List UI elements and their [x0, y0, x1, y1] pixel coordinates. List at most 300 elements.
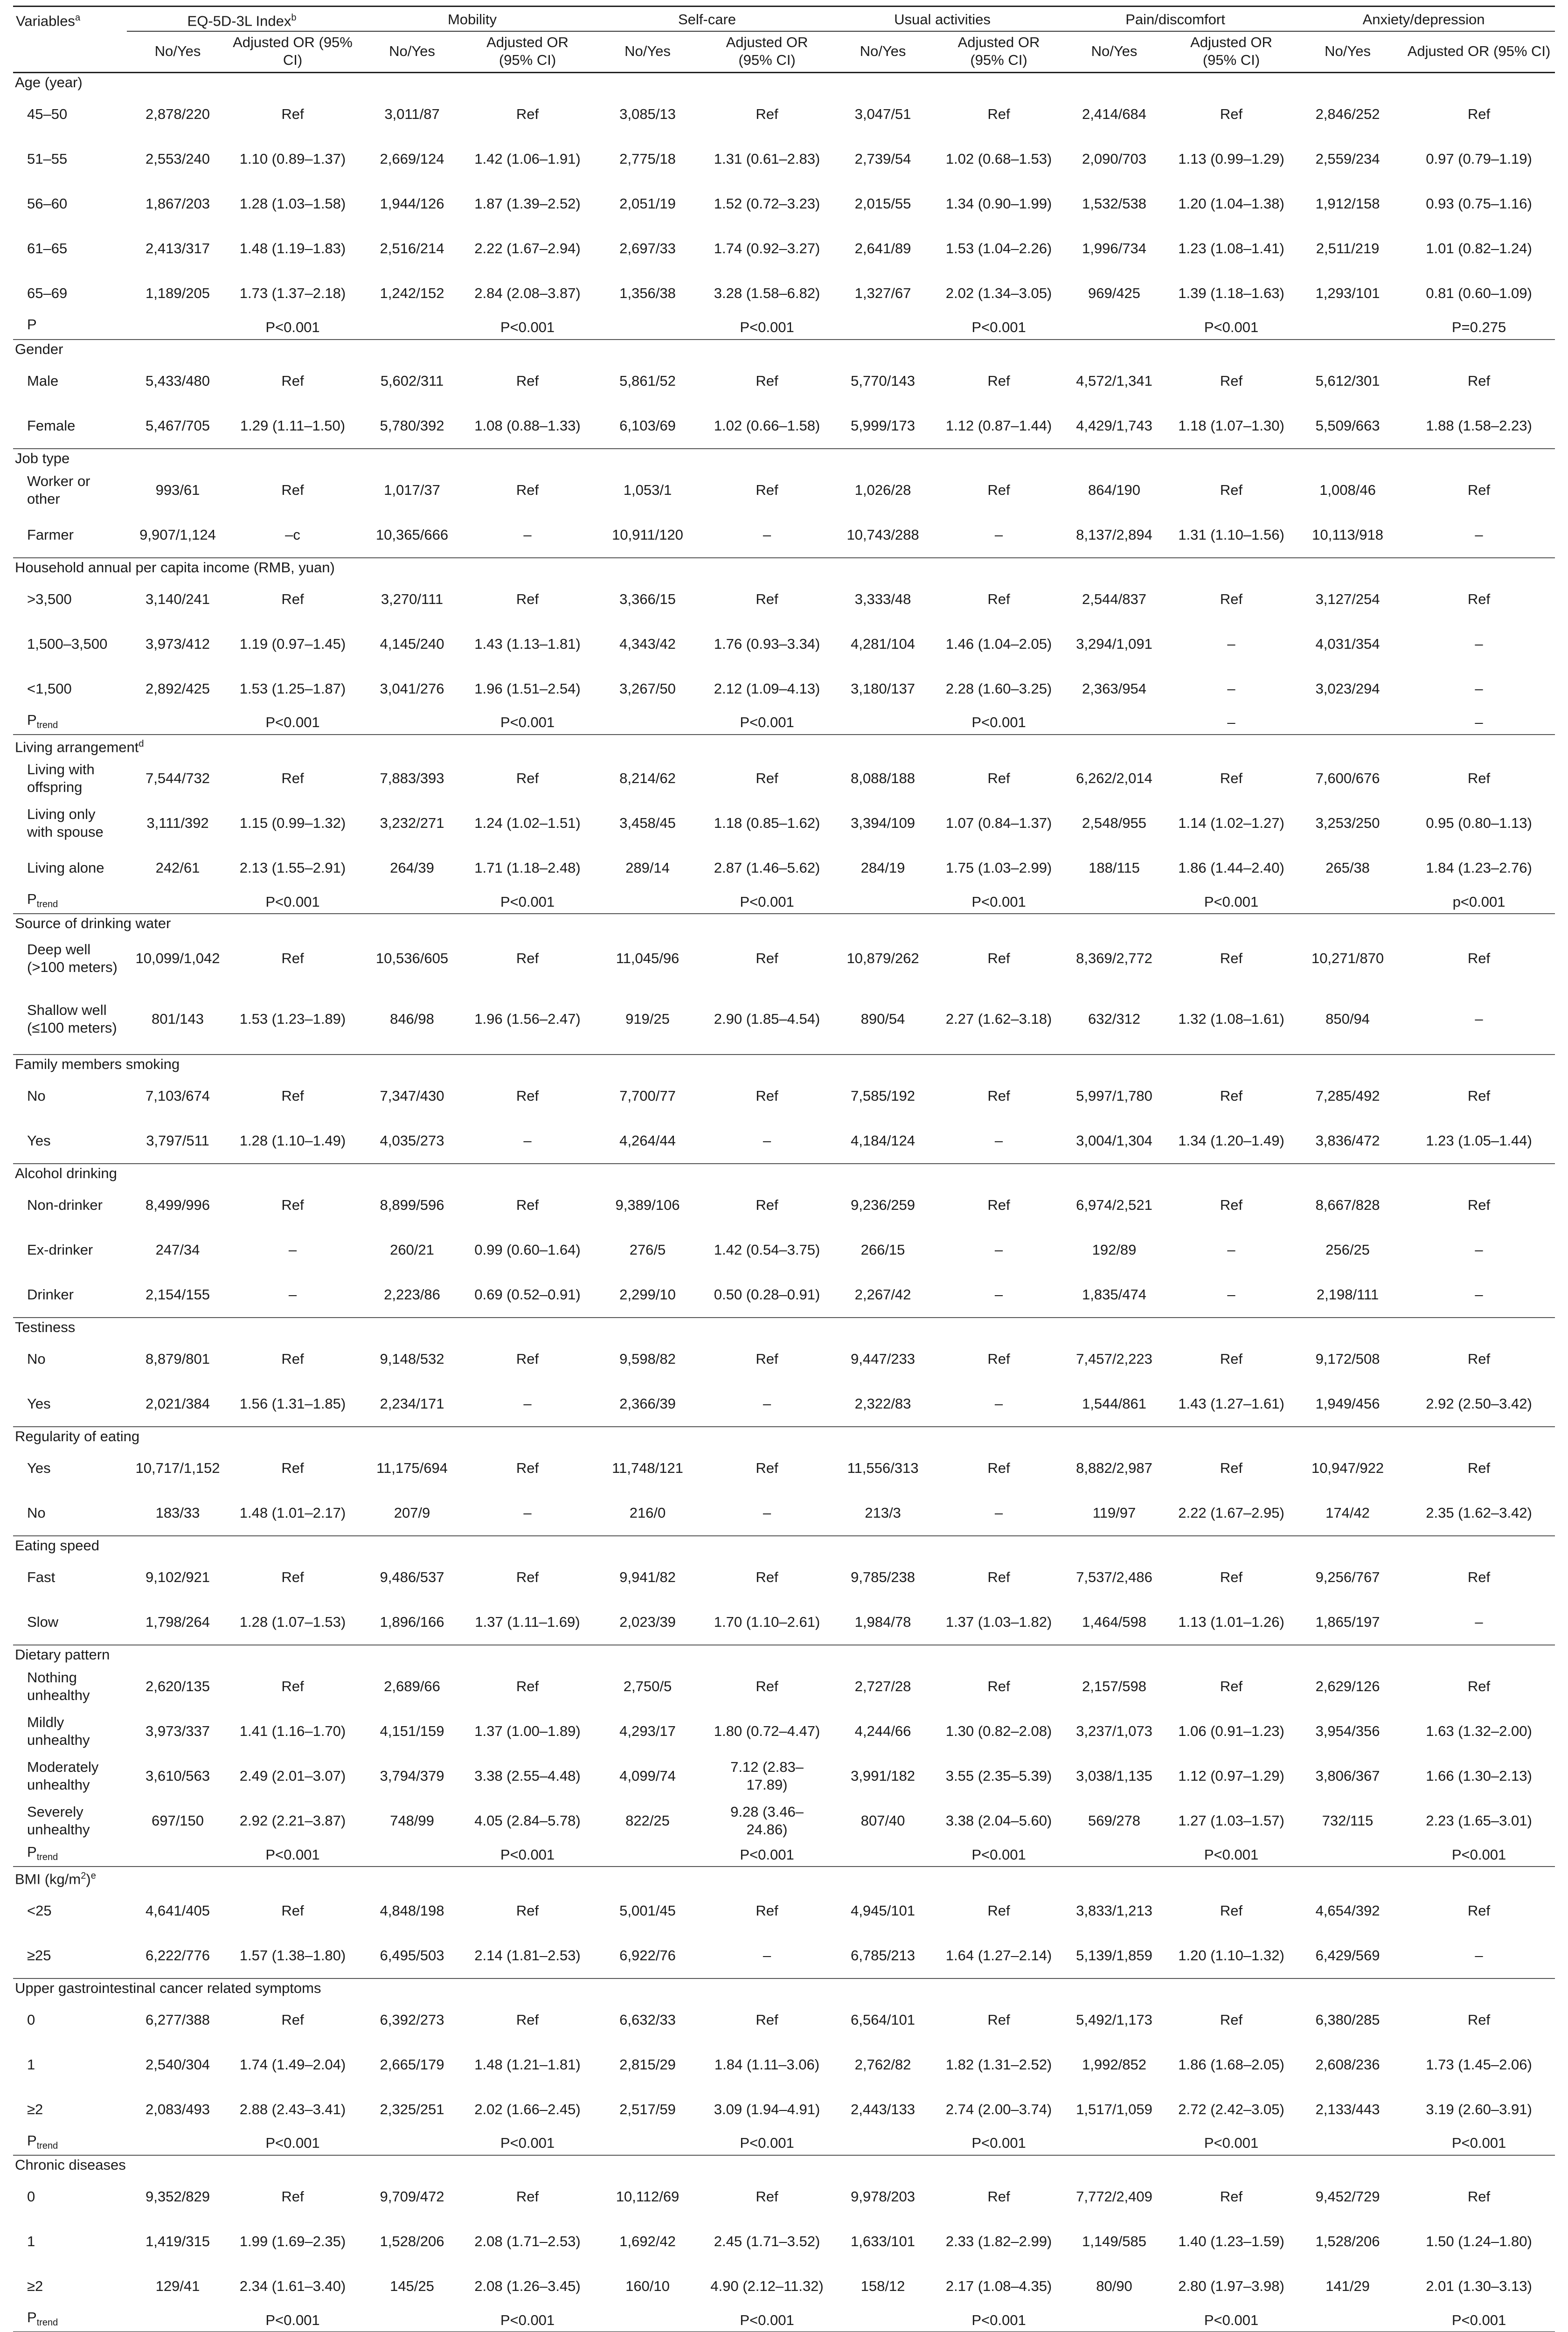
no-yes-cell: 2,739/54 — [854, 151, 911, 167]
no-yes-cell: 11,175/694 — [376, 1460, 448, 1477]
section-row — [13, 1867, 1555, 1888]
section-row — [13, 1978, 1555, 1998]
odds-ratio-cell: – — [523, 1395, 532, 1412]
no-yes-cell: 3,991/182 — [851, 1768, 915, 1784]
table-row — [13, 1074, 1555, 1118]
section-label: BMI $(kg/m^2)^e$ — [13, 1867, 1555, 1888]
no-yes-cell: 5,780/392 — [380, 417, 444, 434]
row-label: Severely unhealthy — [27, 1804, 90, 1838]
no-yes-cell: 4,031/354 — [1315, 635, 1380, 652]
empty-cell — [826, 711, 939, 735]
no-yes-cell: 1,867/203 — [146, 195, 210, 212]
odds-ratio-cell: Ref — [1220, 1902, 1243, 1919]
section-label: Upper gastrointestinal cancer related symptoms — [13, 1978, 1555, 1998]
odds-ratio-cell: Ref — [1220, 1351, 1243, 1367]
p-value-cell: P<0.001 — [500, 893, 555, 910]
no-yes-cell: 2,223/86 — [384, 1286, 440, 1303]
no-yes-cell: 9,486/537 — [380, 1569, 444, 1586]
no-yes-cell: 2,775/18 — [619, 151, 676, 167]
empty-cell — [357, 2132, 467, 2155]
odds-ratio-cell: 1.24 (1.02–1.51) — [474, 815, 581, 832]
p-value-cell: P<0.001 — [740, 714, 794, 731]
odds-ratio-cell: 2.92 (2.21–3.87) — [239, 1812, 346, 1829]
no-yes-cell: 3,833/1,213 — [1076, 1902, 1152, 1919]
odds-ratio-cell: Ref — [987, 2011, 1010, 2028]
no-yes-cell: 5,492/1,173 — [1076, 2011, 1152, 2028]
empty-cell — [588, 316, 708, 339]
empty-cell — [588, 1843, 708, 1867]
odds-ratio-cell: Ref — [516, 106, 539, 123]
no-yes-cell: 247/34 — [155, 1242, 200, 1258]
no-yes-cell: 3,294/1,091 — [1076, 635, 1152, 652]
odds-ratio-cell: 0.95 (0.80–1.13) — [1426, 815, 1532, 832]
no-yes-cell: 3,004/1,304 — [1076, 1132, 1152, 1149]
no-yes-cell: 1,356/38 — [619, 285, 676, 302]
no-yes-cell: 3,333/48 — [854, 590, 911, 607]
odds-ratio-cell: Ref — [756, 1569, 778, 1586]
odds-ratio-cell: Ref — [1220, 2188, 1243, 2205]
odds-ratio-cell: 1.13 (1.01–1.26) — [1178, 1614, 1284, 1631]
p-value-cell: P<0.001 — [1204, 319, 1259, 335]
section-row — [13, 914, 1555, 933]
no-yes-cell: 158/12 — [860, 2277, 905, 2294]
odds-ratio-cell: Ref — [1220, 1569, 1243, 1586]
no-yes-cell: 3,267/50 — [619, 680, 676, 697]
odds-ratio-cell: – — [523, 1505, 532, 1521]
no-yes-cell: 846/98 — [390, 1011, 434, 1027]
odds-ratio-cell: Ref — [516, 2188, 539, 2205]
odds-ratio-cell: Ref — [516, 1351, 539, 1367]
group-header: Mobility — [357, 7, 588, 32]
no-yes-cell: 9,598/82 — [619, 1351, 676, 1367]
no-yes-cell: 3,394/109 — [851, 815, 915, 832]
odds-ratio-cell: 0.97 (0.79–1.19) — [1426, 151, 1532, 167]
section-row — [13, 340, 1555, 359]
odds-ratio-cell: 1.43 (1.27–1.61) — [1178, 1395, 1284, 1412]
row-label: Fast — [27, 1569, 56, 1586]
p-value-cell: P<0.001 — [1204, 2135, 1259, 2152]
empty-cell — [588, 890, 708, 914]
row-label: 0 — [27, 2011, 35, 2028]
no-yes-cell: 1,026/28 — [854, 481, 911, 498]
odds-ratio-cell: 1.29 (1.11–1.50) — [240, 417, 346, 434]
odds-ratio-cell: 2.22 (1.67–2.94) — [474, 240, 581, 257]
no-yes-cell: 7,700/77 — [619, 1088, 676, 1104]
odds-ratio-cell: Ref — [1467, 1351, 1491, 1367]
no-yes-cell: 7,883/393 — [380, 770, 444, 787]
odds-ratio-cell: 2.13 (1.55–2.91) — [239, 860, 346, 876]
section-label: Dietary pattern — [13, 1645, 1555, 1664]
no-yes-cell: 7,347/430 — [380, 1088, 444, 1104]
no-yes-cell: 3,237/1,073 — [1076, 1723, 1152, 1740]
empty-cell — [826, 2309, 939, 2332]
odds-ratio-cell: 2.74 (2.00–3.74) — [945, 2101, 1052, 2117]
odds-ratio-cell: 1.50 (1.24–1.80) — [1426, 2233, 1532, 2249]
no-yes-cell: 1,327/67 — [854, 285, 911, 302]
no-yes-cell: 1,835/474 — [1082, 1286, 1146, 1303]
no-yes-cell: 213/3 — [865, 1505, 901, 1521]
section-label: Regularity of eating — [13, 1427, 1555, 1446]
odds-ratio-cell: Ref — [516, 1902, 539, 1919]
odds-ratio-cell: Ref — [516, 590, 539, 607]
row-label: >3,500 — [27, 590, 72, 607]
odds-ratio-cell: 1.37 (1.00–1.89) — [474, 1723, 581, 1740]
section-row — [13, 1055, 1555, 1074]
odds-ratio-cell: Ref — [281, 1569, 304, 1586]
no-yes-cell: 6,785/213 — [851, 1947, 915, 1964]
odds-ratio-cell: Ref — [516, 1678, 539, 1695]
no-yes-cell: 4,429/1,743 — [1076, 417, 1152, 434]
no-yes-cell: 3,794/379 — [380, 1768, 444, 1784]
no-yes-cell: 9,236/259 — [851, 1197, 915, 1214]
no-yes-cell: 9,172/508 — [1315, 1351, 1380, 1367]
odds-ratio-cell: Ref — [987, 2188, 1010, 2205]
row-label: No — [27, 1505, 46, 1521]
no-yes-cell: 2,750/5 — [623, 1678, 672, 1695]
no-yes-cell: 5,861/52 — [619, 372, 676, 389]
empty-cell — [1058, 1843, 1170, 1867]
no-yes-cell: 276/5 — [629, 1242, 666, 1258]
odds-ratio-cell: 1.75 (1.03–2.99) — [945, 860, 1052, 876]
no-yes-cell: 6,495/503 — [380, 1947, 444, 1964]
row-label: 0 — [27, 2188, 35, 2205]
row-label: 56–60 — [27, 195, 68, 212]
no-yes-cell: 1,992/852 — [1082, 2056, 1146, 2073]
no-yes-cell: 2,815/29 — [619, 2056, 676, 2073]
odds-ratio-cell: Ref — [1467, 1088, 1491, 1104]
p-value-row — [13, 711, 1555, 735]
no-yes-cell: 160/10 — [625, 2277, 670, 2294]
group-header: Self-care — [588, 7, 826, 32]
p-value-cell: P<0.001 — [1204, 1846, 1259, 1863]
no-yes-cell: 9,102/921 — [146, 1569, 210, 1586]
odds-ratio-cell: Ref — [1467, 1197, 1491, 1214]
variables-header: Variables$^a$ — [13, 7, 127, 73]
odds-ratio-cell: – — [763, 1132, 771, 1149]
no-yes-cell: 1,189/205 — [146, 285, 210, 302]
odds-ratio-cell: 1.07 (0.84–1.37) — [945, 815, 1052, 832]
odds-ratio-cell: 1.57 (1.38–1.80) — [239, 1947, 346, 1964]
empty-cell — [1292, 2309, 1403, 2332]
odds-ratio-cell: 1.18 (0.85–1.62) — [714, 815, 820, 832]
no-yes-cell: 1,528/206 — [380, 2233, 444, 2249]
odds-ratio-cell: 0.99 (0.60–1.64) — [474, 1242, 581, 1258]
section-row — [13, 558, 1555, 577]
empty-cell — [1058, 316, 1170, 339]
row-label: Yes — [27, 1460, 51, 1477]
no-yes-cell: 1,912/158 — [1315, 195, 1380, 212]
no-yes-cell: 4,654/392 — [1315, 1902, 1380, 1919]
no-yes-cell: 2,697/33 — [619, 240, 676, 257]
odds-ratio-cell: Ref — [1220, 1088, 1243, 1104]
no-yes-cell: 4,145/240 — [380, 635, 444, 652]
odds-ratio-cell: 1.87 (1.39–2.52) — [474, 195, 581, 212]
odds-ratio-cell: 9.28 (3.46–24.86) — [730, 1804, 804, 1838]
no-yes-header: No/Yes — [357, 31, 467, 73]
no-yes-cell: 2,154/155 — [146, 1286, 210, 1303]
row-label: <1,500 — [27, 680, 72, 697]
odds-ratio-cell: Ref — [756, 950, 778, 967]
odds-ratio-cell: Ref — [987, 1088, 1010, 1104]
no-yes-cell: 1,008/46 — [1319, 481, 1376, 498]
no-yes-cell: 3,973/337 — [146, 1723, 210, 1740]
odds-ratio-cell: Ref — [756, 2188, 778, 2205]
odds-ratio-cell: Ref — [756, 372, 778, 389]
no-yes-cell: 8,499/996 — [146, 1197, 210, 1214]
odds-ratio-cell: 1.48 (1.19–1.83) — [239, 240, 346, 257]
table-row — [13, 2219, 1555, 2264]
odds-ratio-cell: – — [994, 1242, 1003, 1258]
no-yes-cell: 9,709/472 — [380, 2188, 444, 2205]
odds-ratio-cell: 2.49 (2.01–3.07) — [239, 1768, 346, 1784]
no-yes-cell: 4,244/66 — [854, 1723, 911, 1740]
no-yes-cell: 6,392/273 — [380, 2011, 444, 2028]
p-value-cell: P<0.001 — [500, 2135, 555, 2152]
odds-ratio-cell: Ref — [281, 481, 304, 498]
odds-ratio-cell: Ref — [1467, 2011, 1491, 2028]
no-yes-cell: 9,978/203 — [851, 2188, 915, 2205]
odds-ratio-cell: 1.64 (1.27–2.14) — [945, 1947, 1052, 1964]
no-yes-cell: 3,140/241 — [146, 590, 210, 607]
no-yes-cell: 7,285/492 — [1315, 1088, 1380, 1104]
table-row — [13, 513, 1555, 558]
table-row — [13, 1754, 1555, 1798]
odds-ratio-cell: 1.08 (0.88–1.33) — [474, 417, 581, 434]
p-value-cell: P<0.001 — [740, 893, 794, 910]
group-header: Anxiety/depression — [1292, 7, 1555, 32]
odds-ratio-cell: 0.69 (0.52–0.91) — [474, 1286, 581, 1303]
table-row — [13, 1446, 1555, 1491]
no-yes-cell: 4,151/159 — [380, 1723, 444, 1740]
empty-cell — [1058, 2309, 1170, 2332]
no-yes-cell: 3,973/412 — [146, 635, 210, 652]
odds-ratio-cell: – — [288, 1286, 297, 1303]
odds-ratio-cell: Ref — [281, 1460, 304, 1477]
no-yes-cell: 5,997/1,780 — [1076, 1088, 1152, 1104]
section-label: Eating speed — [13, 1536, 1555, 1555]
no-yes-cell: 242/61 — [155, 860, 200, 876]
row-label: Moderately unhealthy — [27, 1759, 99, 1793]
p-label: $P_{trend}$ — [27, 891, 58, 910]
odds-ratio-cell: 1.99 (1.69–2.35) — [239, 2233, 346, 2249]
odds-ratio-cell: – — [763, 1395, 771, 1412]
odds-ratio-cell: Ref — [756, 1902, 778, 1919]
odds-ratio-cell: 1.88 (1.58–2.23) — [1426, 417, 1532, 434]
no-yes-cell: 2,540/304 — [146, 2056, 210, 2073]
no-yes-cell: 2,133/443 — [1315, 2101, 1380, 2117]
no-yes-cell: 3,041/276 — [380, 680, 444, 697]
table-row — [13, 2174, 1555, 2219]
no-yes-cell: 2,559/234 — [1315, 151, 1380, 167]
no-yes-cell: 748/99 — [390, 1812, 434, 1829]
no-yes-cell: 9,447/233 — [851, 1351, 915, 1367]
odds-ratio-cell: 1.20 (1.10–1.32) — [1178, 1947, 1284, 1964]
no-yes-cell: 3,127/254 — [1315, 590, 1380, 607]
empty-cell — [588, 2309, 708, 2332]
row-label: Slow — [27, 1614, 59, 1631]
no-yes-cell: 4,293/17 — [619, 1723, 676, 1740]
odds-ratio-cell: 1.02 (0.68–1.53) — [945, 151, 1052, 167]
odds-ratio-cell: – — [523, 1132, 532, 1149]
no-yes-header: No/Yes — [127, 31, 229, 73]
no-yes-cell: 2,443/133 — [851, 2101, 915, 2117]
no-yes-cell: 174/42 — [1325, 1505, 1370, 1521]
no-yes-cell: 284/19 — [860, 860, 905, 876]
odds-ratio-cell: 1.32 (1.08–1.61) — [1178, 1011, 1284, 1027]
table-row — [13, 1664, 1555, 1709]
odds-ratio-cell: 1.84 (1.23–2.76) — [1426, 860, 1532, 876]
odds-ratio-cell: Ref — [281, 2188, 304, 2205]
no-yes-cell: 8,879/801 — [146, 1351, 210, 1367]
no-yes-cell: 10,879/262 — [846, 950, 919, 967]
odds-ratio-cell: Ref — [1467, 106, 1491, 123]
odds-ratio-cell: 1.12 (0.97–1.29) — [1178, 1768, 1284, 1784]
no-yes-cell: 1,528/206 — [1315, 2233, 1380, 2249]
odds-ratio-cell: 4.05 (2.84–5.78) — [474, 1812, 581, 1829]
no-yes-cell: 9,452/729 — [1315, 2188, 1380, 2205]
no-yes-cell: 1,692/42 — [619, 2233, 676, 2249]
odds-ratio-cell: Ref — [516, 372, 539, 389]
row-label: Farmer — [27, 526, 74, 543]
empty-cell — [588, 711, 708, 735]
empty-cell — [1058, 711, 1170, 735]
section-row — [13, 1318, 1555, 1337]
no-yes-cell: 145/25 — [390, 2277, 434, 2294]
no-yes-cell: 6,632/33 — [619, 2011, 676, 2028]
no-yes-cell: 6,222/776 — [146, 1947, 210, 1964]
no-yes-cell: 2,363/954 — [1082, 680, 1146, 697]
no-yes-cell: 2,516/214 — [380, 240, 444, 257]
p-value-cell: p<0.001 — [1452, 893, 1506, 910]
no-yes-cell: 1,896/166 — [380, 1614, 444, 1631]
no-yes-cell: 2,234/171 — [380, 1395, 444, 1412]
odds-ratio-cell: Ref — [1220, 1460, 1243, 1477]
adjusted-or-header: Adjusted OR (95% CI) — [708, 31, 826, 73]
odds-ratio-cell: 1.84 (1.11–3.06) — [714, 2056, 820, 2073]
no-yes-cell: 4,343/42 — [619, 635, 676, 652]
row-label: 61–65 — [27, 240, 68, 257]
row-label: No — [27, 1088, 46, 1104]
no-yes-cell: 4,264/44 — [619, 1132, 676, 1149]
odds-ratio-cell: Ref — [1220, 481, 1243, 498]
no-yes-cell: 8,088/188 — [851, 770, 915, 787]
no-yes-cell: 3,085/13 — [619, 106, 676, 123]
no-yes-cell: 10,947/922 — [1311, 1460, 1384, 1477]
p-value-cell: P<0.001 — [1170, 2309, 1292, 2332]
odds-ratio-cell: 1.40 (1.23–1.59) — [1178, 2233, 1284, 2249]
no-yes-cell: 2,051/19 — [619, 195, 676, 212]
empty-cell — [357, 2309, 467, 2332]
p-value-cell: P<0.001 — [740, 1846, 794, 1863]
odds-ratio-cell: 1.10 (0.89–1.37) — [239, 151, 346, 167]
section-label: Gender — [13, 340, 1555, 359]
odds-ratio-cell: 2.08 (1.71–2.53) — [474, 2233, 581, 2249]
odds-ratio-cell: 2.28 (1.60–3.25) — [945, 680, 1052, 697]
no-yes-header: No/Yes — [588, 31, 708, 73]
odds-ratio-cell: Ref — [756, 1678, 778, 1695]
no-yes-cell: 3,253/250 — [1315, 815, 1380, 832]
odds-ratio-cell: Ref — [1220, 2011, 1243, 2028]
p-value-cell: P<0.001 — [740, 319, 794, 335]
no-yes-cell: 141/29 — [1325, 2277, 1370, 2294]
odds-ratio-cell: – — [994, 1132, 1003, 1149]
no-yes-cell: 266/15 — [860, 1242, 905, 1258]
table-row — [13, 1709, 1555, 1754]
no-yes-cell: 8,137/2,894 — [1076, 526, 1152, 543]
table-row — [13, 1491, 1555, 1536]
table-row — [13, 2264, 1555, 2309]
no-yes-cell: 2,548/955 — [1082, 815, 1146, 832]
no-yes-cell: 850/94 — [1325, 1011, 1370, 1027]
no-yes-cell: 7,544/732 — [146, 770, 210, 787]
empty-cell — [357, 890, 467, 914]
odds-ratio-cell: Ref — [516, 1088, 539, 1104]
odds-ratio-cell: – — [1475, 526, 1483, 543]
no-yes-cell: 2,544/837 — [1082, 590, 1146, 607]
odds-ratio-cell: – — [1475, 1286, 1483, 1303]
odds-ratio-cell: 1.06 (0.91–1.23) — [1178, 1723, 1284, 1740]
odds-ratio-cell: 2.88 (2.43–3.41) — [239, 2101, 346, 2117]
odds-ratio-cell: Ref — [987, 1460, 1010, 1477]
no-yes-cell: 1,419/315 — [146, 2233, 210, 2249]
odds-ratio-cell: 1.96 (1.56–2.47) — [474, 1011, 581, 1027]
p-label: $P_{trend}$ — [27, 2132, 58, 2151]
odds-ratio-cell: 1.37 (1.03–1.82) — [945, 1614, 1052, 1631]
p-value-row — [13, 1843, 1555, 1867]
odds-ratio-cell: 1.53 (1.25–1.87) — [239, 680, 346, 697]
odds-ratio-cell: – — [1475, 1947, 1483, 1964]
no-yes-cell: 10,911/120 — [612, 526, 683, 543]
no-yes-cell: 2,325/251 — [380, 2101, 444, 2117]
odds-ratio-cell: Ref — [756, 106, 778, 123]
odds-ratio-cell: Ref — [987, 590, 1010, 607]
p-value-row — [13, 2132, 1555, 2155]
group-header: Pain/discomfort — [1058, 7, 1292, 32]
odds-ratio-cell: –c — [285, 526, 300, 543]
odds-ratio-cell: 2.12 (1.09–4.13) — [714, 680, 820, 697]
no-yes-cell: 5,602/311 — [380, 372, 444, 389]
no-yes-cell: 2,892/425 — [146, 680, 210, 697]
empty-cell — [1058, 2132, 1170, 2155]
odds-ratio-cell: Ref — [987, 372, 1010, 389]
no-yes-cell: 3,047/51 — [854, 106, 911, 123]
odds-ratio-cell: Ref — [281, 590, 304, 607]
odds-ratio-cell: 1.63 (1.32–2.00) — [1426, 1723, 1532, 1740]
odds-ratio-cell: Ref — [756, 481, 778, 498]
no-yes-cell: 2,414/684 — [1082, 106, 1146, 123]
odds-ratio-cell: 2.34 (1.61–3.40) — [239, 2277, 346, 2294]
odds-ratio-cell: 1.23 (1.05–1.44) — [1426, 1132, 1532, 1149]
p-value-cell: P<0.001 — [939, 2309, 1058, 2332]
p-value-cell: P<0.001 — [1451, 1846, 1506, 1863]
section-label: Source of drinking water — [13, 914, 1555, 933]
odds-ratio-cell: Ref — [1467, 1678, 1491, 1695]
group-header: EQ-5D-3L Index$^b$ — [127, 7, 357, 32]
no-yes-cell: 1,984/78 — [854, 1614, 911, 1631]
no-yes-cell: 7,103/674 — [146, 1088, 210, 1104]
no-yes-cell: 993/61 — [155, 481, 200, 498]
odds-ratio-cell: Ref — [281, 950, 304, 967]
odds-ratio-cell: 2.87 (1.46–5.62) — [714, 860, 820, 876]
odds-ratio-cell: Ref — [1467, 372, 1491, 389]
no-yes-cell: 2,629/126 — [1315, 1678, 1380, 1695]
empty-cell — [357, 1843, 467, 1867]
odds-ratio-cell: 2.45 (1.71–3.52) — [714, 2233, 820, 2249]
row-label: 1,500–3,500 — [27, 635, 108, 652]
adjusted-or-header: Adjusted OR (95% CI) — [1170, 31, 1292, 73]
no-yes-cell: 864/190 — [1088, 481, 1141, 498]
no-yes-cell: 2,669/124 — [380, 151, 444, 167]
